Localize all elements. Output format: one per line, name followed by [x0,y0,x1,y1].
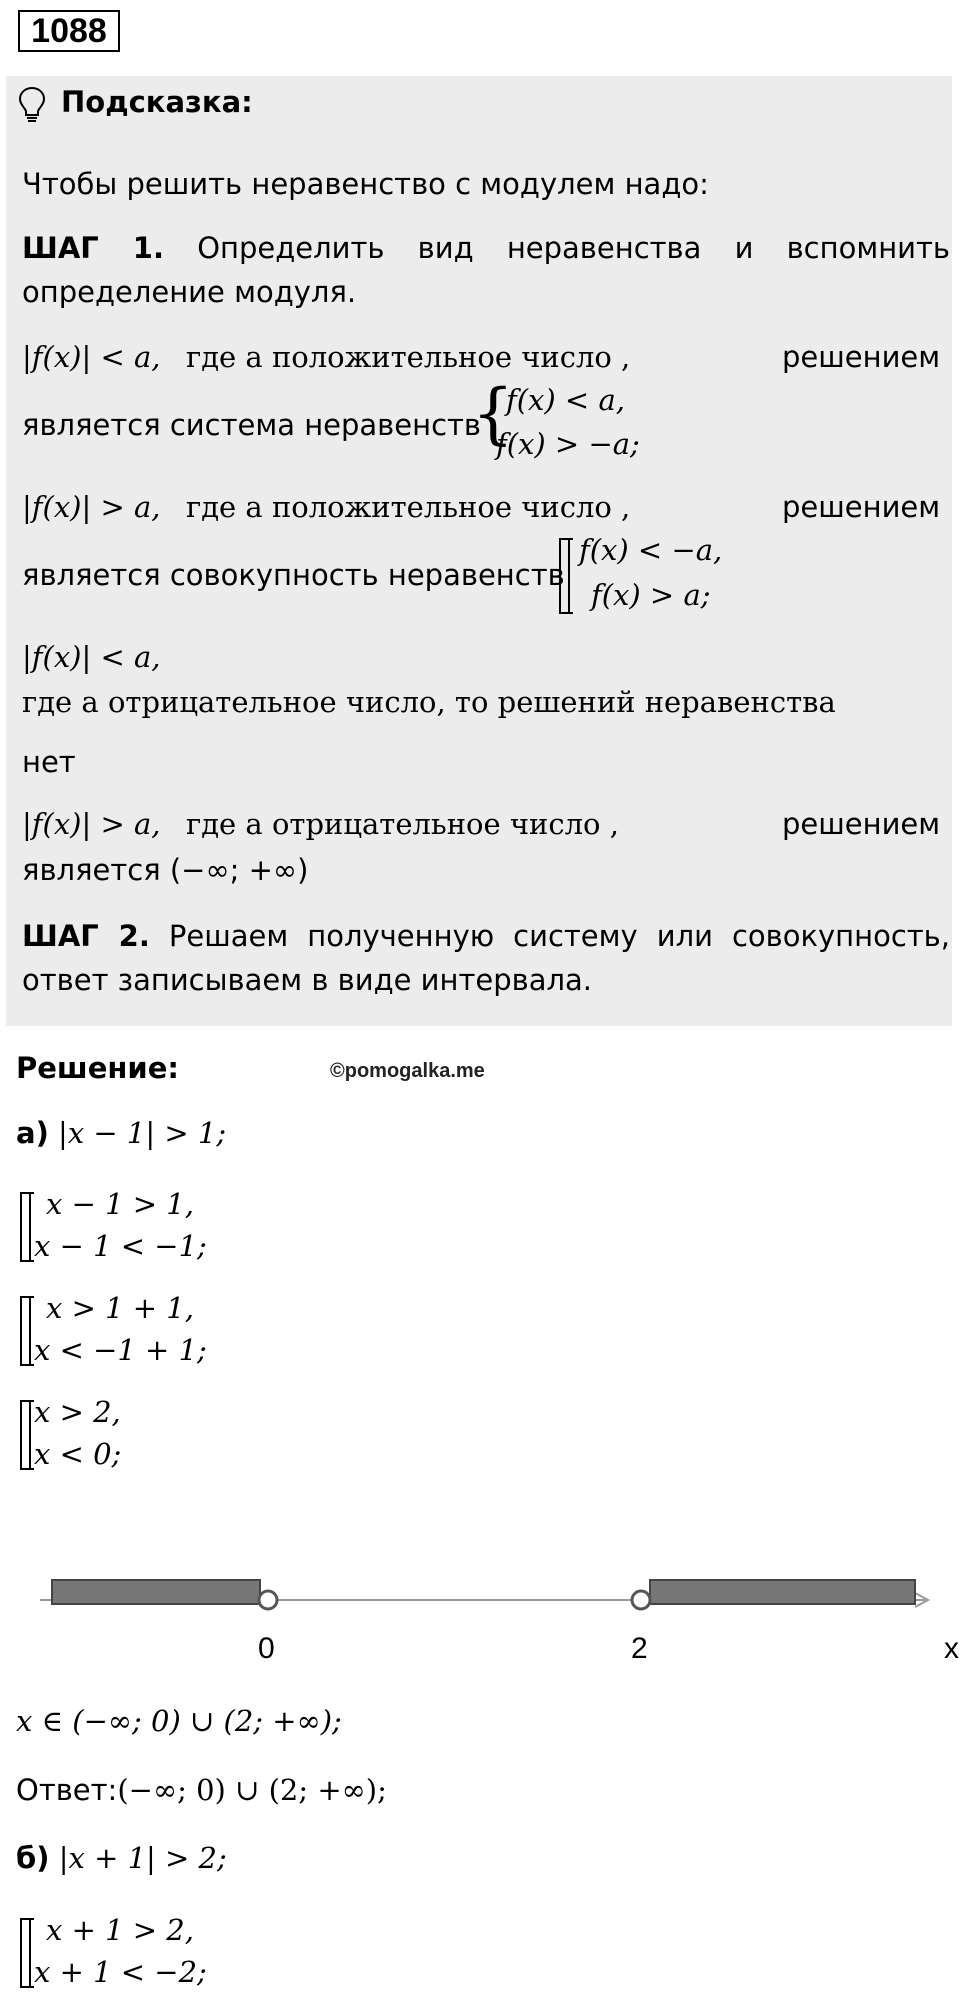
case4-right: решением [782,807,941,841]
a-set1-1: x − 1 > 1, [46,1187,194,1221]
collection-bracket [20,1296,31,1366]
case2-expr: |f(x)| > a, [22,490,161,524]
case1-expr: |f(x)| < a, [22,340,161,374]
b-set1-2: x + 1 < −2; [34,1955,207,1989]
case2-line2: является совокупность неравенств [22,558,565,592]
collection-bracket [20,1400,31,1470]
part-a-expr: |x − 1| > 1; [58,1116,227,1150]
case3-line2: где a отрицательное число, то решений неравенства [22,685,836,719]
case2-text: где a положительное число , [186,490,631,524]
case1-sys-1: f(x) < a, [506,383,625,417]
watermark: ©pomogalka.me [330,1060,485,1082]
a-set2-2: x < −1 + 1; [34,1333,207,1367]
hint-box [6,76,952,1026]
case2-sys-1: f(x) < −a, [579,533,723,567]
open-point-2 [632,1591,650,1609]
step1-text: Определить вид неравенства и вспомнить [197,231,950,265]
a-answer [16,1774,387,1807]
axis-label-x: x [944,1632,959,1665]
part-a-heading [16,1117,226,1150]
a-set3-2: x < 0; [34,1437,122,1471]
step2-text: Решаем полученную систему или совокупность, [168,919,950,953]
system-brace: { [472,375,514,452]
case1-text: где a положительное число , [186,340,631,374]
answer-label: Ответ: [16,1773,118,1807]
part-a-label: а) [16,1116,49,1150]
b-set1-1: x + 1 > 2, [46,1913,194,1947]
case4-line2: является (−∞; +∞) [22,853,309,887]
shade-right [650,1580,915,1604]
case2-sys-2: f(x) > a; [591,578,711,612]
collection-bracket [20,1192,31,1262]
step2-line1 [22,919,950,953]
lightbulb-icon [18,86,46,131]
step2-line2: ответ записываем в виде интервала. [22,963,593,997]
shade-left [52,1580,260,1604]
number-line [0,1555,960,1675]
collection-bracket [559,538,570,614]
answer-value: (−∞; 0) ∪ (2; +∞); [117,1773,387,1807]
part-b-label: б) [16,1841,50,1875]
case1-right: решением [782,340,941,374]
solution-title: Решение: [16,1051,180,1085]
collection-bracket [20,1918,31,1988]
a-set2-1: x > 1 + 1, [46,1291,194,1325]
case3-line3: нет [22,745,76,779]
part-b-expr: |x + 1| > 2; [58,1841,227,1875]
step1-line2: определение модуля. [22,275,357,309]
step2-label: ШАГ 2. [22,919,150,953]
point-label-0: 0 [258,1632,275,1665]
hint-intro: Чтобы решить неравенство с модулем надо: [22,167,709,201]
point-label-2: 2 [631,1632,648,1665]
a-result: x ∈ (−∞; 0) ∪ (2; +∞); [16,1704,342,1738]
case3-expr: |f(x)| < a, [22,640,161,674]
case1-line2: является система неравенств [22,408,482,442]
case4-expr: |f(x)| > a, [22,807,161,841]
a-set3-1: x > 2, [34,1395,121,1429]
step1-label: ШАГ 1. [22,231,164,265]
case4-text: где a отрицательное число , [186,807,619,841]
part-b-heading [16,1842,227,1875]
a-set1-2: x − 1 < −1; [34,1229,207,1263]
open-point-0 [259,1591,277,1609]
case1-sys-2: f(x) > −a; [496,427,640,461]
step1-line1 [22,231,950,265]
hint-title: Подсказка: [61,85,253,119]
case2-right: решением [782,490,941,524]
problem-number: 1088 [18,10,120,52]
